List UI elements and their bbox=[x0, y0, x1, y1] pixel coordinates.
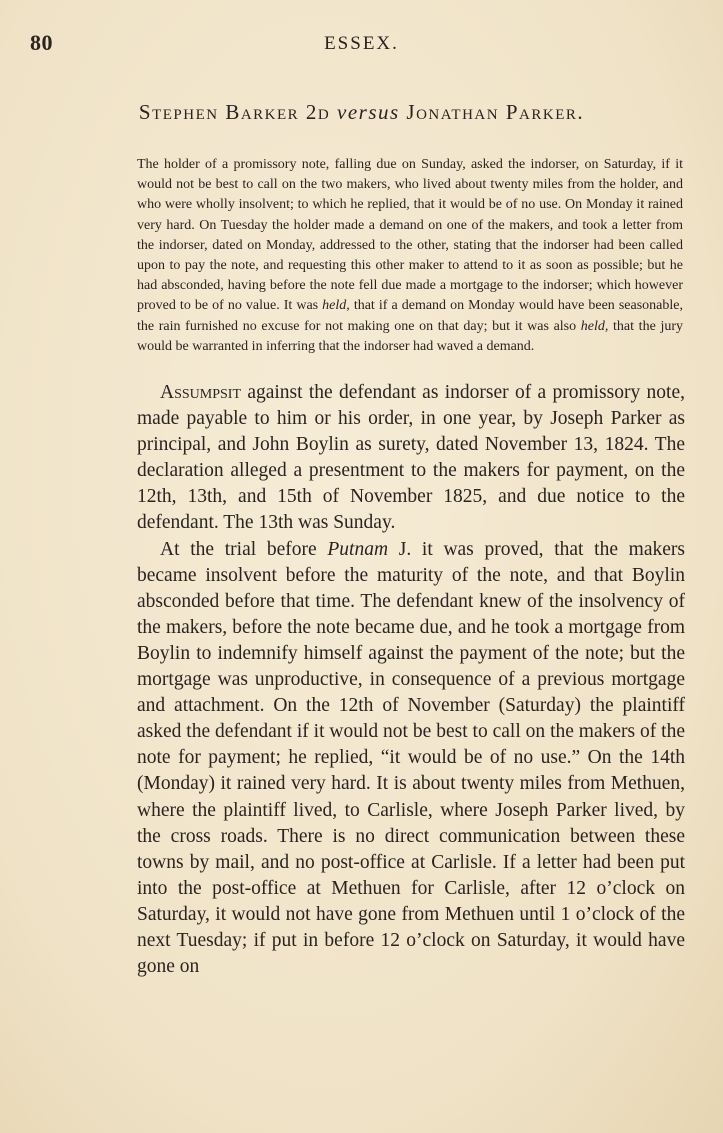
headnote-text-1: The holder of a promissory note, falling due on Sunday, asked the indorser, on Saturday, if it would not be best to call on the two makers, who lived about twenty miles from the holder, and who were wholly insolvent; to which he replied, that it would be of no use. On Monday it rained very hard. On Tuesday the holder made a demand on one of the makers, and took a letter from the indorser, dated on Monday, addressed to the other, stating that the indorser had been called upon to pay the note, and requesting this other maker to attend to it as soon as possible; but he had absconded, having before the note fell due made a mortgage to the indorser; which however proved to be of no value. It was bbox=[137, 157, 683, 314]
versus-word: versus bbox=[337, 100, 400, 124]
body-text bbox=[137, 380, 685, 980]
case-title bbox=[0, 100, 723, 125]
headnote-text-2: that if a demand on Monday would have been seasonable, the rain furnished no excuse for not making one on that day; but it was also bbox=[137, 298, 683, 334]
headnote-paragraph bbox=[137, 155, 683, 357]
body-paragraph-2 bbox=[137, 537, 685, 981]
running-title: ESSEX. bbox=[324, 33, 399, 54]
judge-name: Putnam bbox=[327, 538, 389, 560]
paragraph-lead-word: Assumpsit bbox=[160, 382, 241, 403]
body-paragraph-2-text-b: J. it was proved, that the makers became insolvent before the maturity of the note, and that Boylin absconded before that time. The defendant knew of the insolvency of the makers, before the note became due, and he took a mortgage from Boylin to indemnify himself against the payment of the note; but the mortgage was unproductive, in consequence of a previous mortgage and attachment. On the 12th of November (Saturday) the plaintiff asked the defendant if it would not be best to call on the makers of the note for payment; he replied, “it would be of no use.” On the 14th (Monday) it rained very hard. It is about twenty miles from Methuen, where the plaintiff lived, to Carlisle, where Joseph Parker lived, by the cross roads. There is no direct communication between these towns by mail, and no post-office at Carlisle. If a letter had been put into the post-office at Methuen for Carlisle, after 12 o’clock on Saturday, it would not have gone from Methuen until 1 o’clock of the next Tuesday; if put in before 12 o’clock on Saturday, it would have gone on bbox=[137, 538, 685, 978]
headnote bbox=[137, 155, 683, 357]
headnote-held-2: held, bbox=[580, 318, 609, 334]
headnote-held-1: held, bbox=[322, 298, 350, 314]
body-paragraph-2-text-a: At the trial before bbox=[160, 538, 328, 560]
body-paragraph-1-text: against the defendant as indorser of a promissory note, made payable to him or his order, in one year, by Joseph Parker as principal, and John Boylin as surety, dated November 13, 1824. The declaration alleged a presentment to the makers for payment, on the 12th, 13th, and 15th of November 1825, and due notice to the defendant. The 13th was Sunday. bbox=[137, 382, 685, 534]
headnote-text-3: that the jury would be warranted in inferring that the indorser had waved a demand. bbox=[137, 318, 683, 354]
page-number: 80 bbox=[30, 30, 53, 55]
defendant-name: Jonathan Parker. bbox=[406, 100, 585, 124]
plaintiff-name: Stephen Barker 2d bbox=[138, 100, 331, 124]
body-paragraph-1 bbox=[137, 380, 685, 537]
running-head bbox=[0, 30, 723, 60]
